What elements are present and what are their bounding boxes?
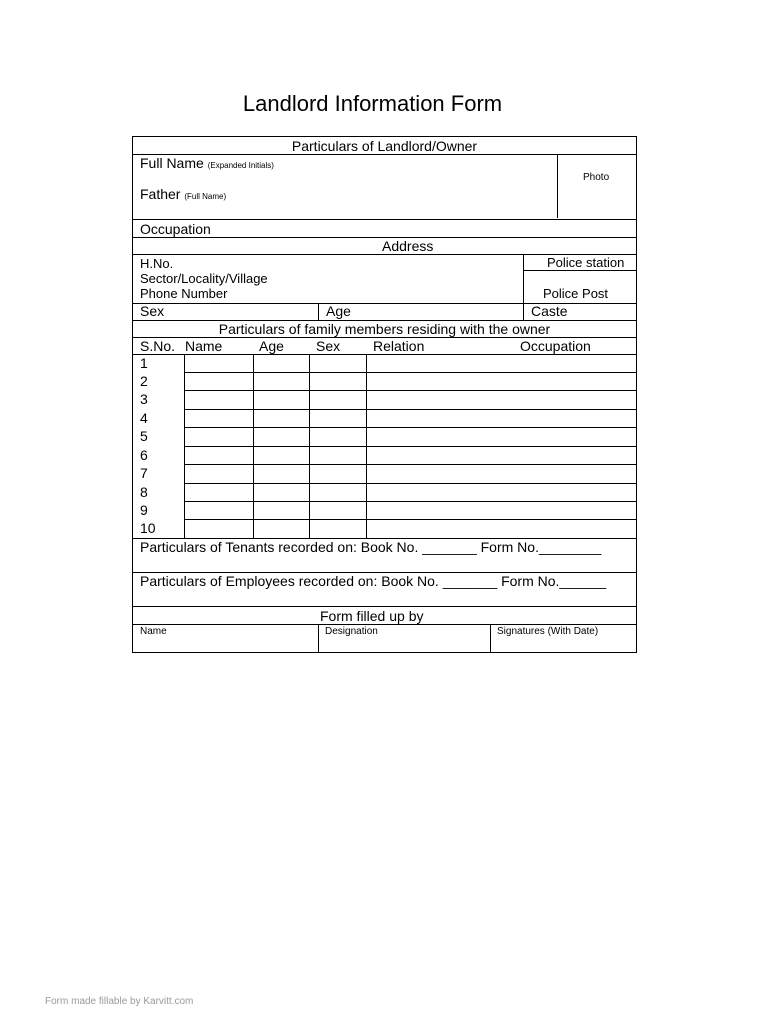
family-row[interactable]: [185, 428, 636, 445]
row-number: 6: [140, 447, 148, 463]
col-name: Name: [185, 338, 223, 354]
col-occupation: Occupation: [520, 338, 591, 354]
sector-label: Sector/Locality/Village: [140, 271, 268, 286]
row-number: 5: [140, 428, 148, 444]
family-row[interactable]: [185, 391, 636, 408]
col-sex: Sex: [316, 338, 341, 354]
filled-by-name-input[interactable]: [134, 639, 316, 652]
occupation-label: Occupation: [140, 221, 211, 237]
row-number: 3: [140, 391, 148, 407]
occupation-input[interactable]: [215, 221, 630, 237]
age-label: Age: [326, 303, 351, 319]
col-relation: Relation: [373, 338, 425, 354]
filled-by-heading: Form filled up by: [320, 608, 424, 624]
caste-label: Caste: [531, 303, 568, 319]
col-age: Age: [259, 338, 284, 354]
police-station-input[interactable]: [525, 271, 635, 285]
police-post-label: Police Post: [543, 286, 609, 301]
col-sno: S.No.: [140, 338, 176, 354]
row-number: 7: [140, 465, 148, 481]
tenants-record-line: Particulars of Tenants recorded on: Book No. _______ Form No.________: [140, 539, 602, 555]
age-input[interactable]: [358, 304, 518, 319]
row-number: 10: [140, 520, 156, 536]
full-name-label: Full Name (Expanded Initials): [140, 155, 274, 171]
father-hint: (Full Name): [184, 192, 227, 201]
family-row[interactable]: [185, 520, 636, 537]
row-number: 8: [140, 484, 148, 500]
landlord-heading: Particulars of Landlord/Owner: [291, 138, 478, 154]
family-heading: Particulars of family members residing with the owner: [218, 321, 551, 337]
filled-by-signature-input[interactable]: [492, 639, 635, 652]
phone-input[interactable]: [240, 286, 520, 300]
full-name-input[interactable]: [290, 156, 550, 174]
filled-by-designation-label: Designation: [325, 626, 378, 637]
photo-box[interactable]: [558, 155, 636, 218]
filled-by-signature-label: Signatures (With Date): [497, 626, 599, 637]
family-row[interactable]: [185, 465, 636, 482]
phone-label: Phone Number: [140, 286, 228, 301]
family-row[interactable]: [185, 484, 636, 501]
family-row[interactable]: [185, 373, 636, 390]
father-name-input[interactable]: [240, 186, 550, 204]
sex-input[interactable]: [170, 304, 315, 319]
police-station-label: Police station: [547, 255, 625, 270]
row-number: 2: [140, 373, 148, 389]
employees-record-line: Particulars of Employees recorded on: Book No. _______ Form No.______: [140, 573, 607, 589]
sector-input[interactable]: [280, 271, 520, 285]
filled-by-name-label: Name: [140, 626, 167, 637]
address-heading: Address: [382, 238, 434, 254]
family-row[interactable]: [185, 502, 636, 519]
father-label: Father (Full Name): [140, 186, 227, 202]
filled-by-designation-input[interactable]: [320, 639, 488, 652]
hno-input[interactable]: [190, 256, 520, 270]
sex-label: Sex: [140, 303, 165, 319]
family-row[interactable]: [185, 410, 636, 427]
row-number: 1: [140, 355, 148, 371]
caste-input[interactable]: [574, 304, 634, 319]
full-name-hint: (Expanded Initials): [207, 161, 274, 170]
hno-label: H.No.: [140, 256, 174, 271]
family-row[interactable]: [185, 355, 636, 372]
row-number: 9: [140, 502, 148, 518]
photo-label: Photo: [583, 172, 610, 183]
footer-credit: Form made fillable by Karvitt.com: [45, 996, 194, 1007]
page-title: Landlord Information Form: [242, 91, 503, 116]
family-row[interactable]: [185, 447, 636, 464]
row-number: 4: [140, 410, 148, 426]
